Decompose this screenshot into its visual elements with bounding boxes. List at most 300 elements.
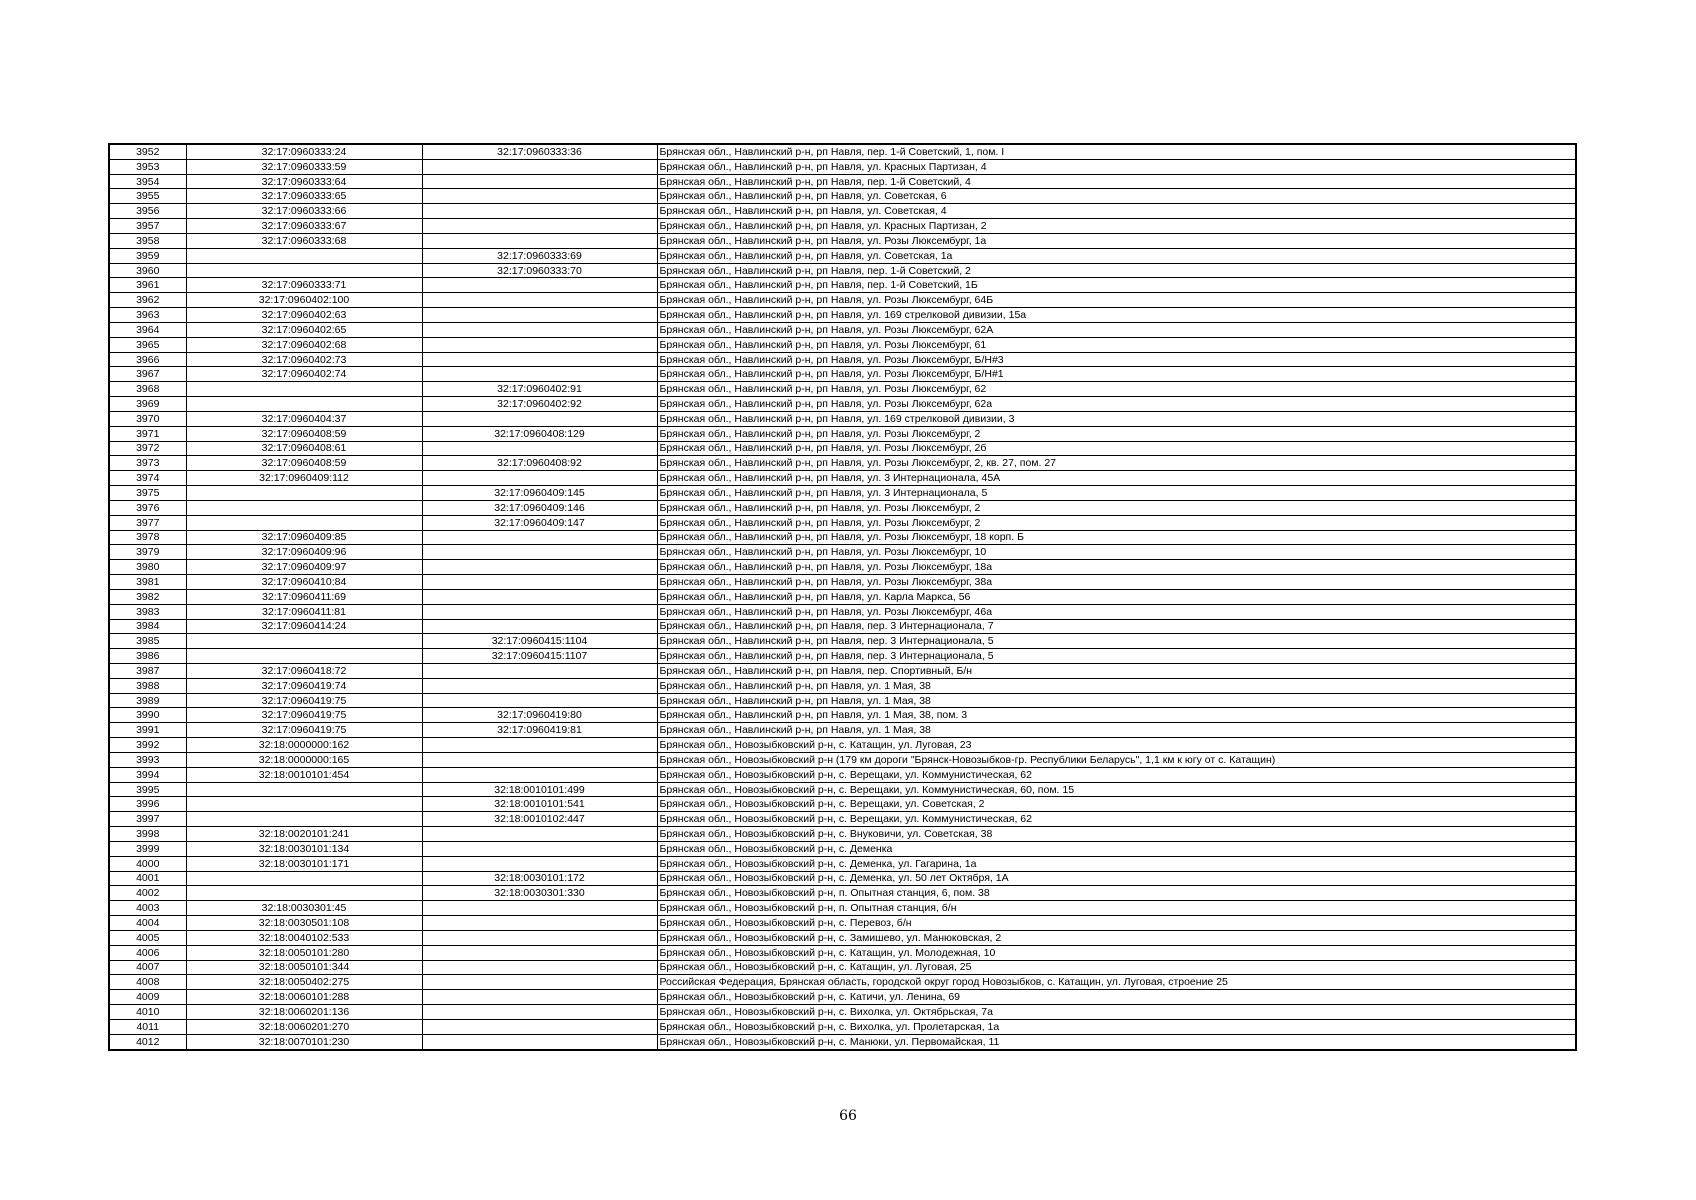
cell-related-cadastral-number: 32:17:0960408:129 [422, 426, 657, 441]
cell-row-number: 3993 [109, 752, 186, 767]
table-row [109, 663, 1576, 678]
table-row [109, 634, 1576, 649]
cell-row-number: 3956 [109, 204, 186, 219]
cell-address: Брянская обл., Навлинский р-н, рп Навля, ул. 1 Мая, 38 [657, 678, 1576, 693]
cell-related-cadastral-number [422, 901, 657, 916]
cell-related-cadastral-number [422, 560, 657, 575]
table-row [109, 456, 1576, 471]
cell-row-number: 3989 [109, 693, 186, 708]
cell-cadastral-number [186, 397, 422, 412]
table-row [109, 649, 1576, 664]
table-row [109, 322, 1576, 337]
table-row [109, 248, 1576, 263]
table-row [109, 426, 1576, 441]
cell-cadastral-number: 32:17:0960402:65 [186, 322, 422, 337]
cell-row-number: 4002 [109, 886, 186, 901]
cell-related-cadastral-number: 32:17:0960409:145 [422, 486, 657, 501]
cell-related-cadastral-number [422, 916, 657, 931]
cell-cadastral-number: 32:17:0960411:69 [186, 589, 422, 604]
cell-related-cadastral-number [422, 322, 657, 337]
cell-related-cadastral-number [422, 159, 657, 174]
cell-address: Российская Федерация, Брянская область, городской округ город Новозыбков, с. Катащин, ул. Луговая, строение 25 [657, 975, 1576, 990]
cell-cadastral-number: 32:18:0000000:162 [186, 738, 422, 753]
registry-table-body [109, 144, 1576, 1050]
cell-row-number: 3968 [109, 382, 186, 397]
cell-row-number: 3992 [109, 738, 186, 753]
table-row [109, 886, 1576, 901]
cell-cadastral-number: 32:17:0960408:59 [186, 456, 422, 471]
cell-row-number: 3987 [109, 663, 186, 678]
table-row [109, 545, 1576, 560]
cell-cadastral-number: 32:17:0960333:67 [186, 219, 422, 234]
cell-related-cadastral-number [422, 219, 657, 234]
cell-related-cadastral-number [422, 856, 657, 871]
cell-cadastral-number: 32:17:0960409:112 [186, 471, 422, 486]
cell-related-cadastral-number [422, 604, 657, 619]
cell-row-number: 3978 [109, 530, 186, 545]
cell-address: Брянская обл., Навлинский р-н, рп Навля, ул. 3 Интернационала, 5 [657, 486, 1576, 501]
table-row [109, 500, 1576, 515]
cell-address: Брянская обл., Навлинский р-н, рп Навля, ул. 169 стрелковой дивизии, 3 [657, 411, 1576, 426]
cell-address: Брянская обл., Навлинский р-н, рп Навля, ул. Розы Люксембург, 38а [657, 575, 1576, 590]
cell-cadastral-number: 32:17:0960402:73 [186, 352, 422, 367]
cell-address: Брянская обл., Навлинский р-н, рп Навля, пер. Спортивный, Б/н [657, 663, 1576, 678]
cell-address: Брянская обл., Новозыбковский р-н, с. Катащин, ул. Луговая, 23 [657, 738, 1576, 753]
cell-cadastral-number [186, 886, 422, 901]
cell-related-cadastral-number [422, 352, 657, 367]
cell-cadastral-number [186, 812, 422, 827]
cell-cadastral-number: 32:17:0960409:96 [186, 545, 422, 560]
cell-address: Брянская обл., Навлинский р-н, рп Навля, ул. Розы Люксембург, 18 корп. Б [657, 530, 1576, 545]
cell-cadastral-number: 32:17:0960414:24 [186, 619, 422, 634]
cell-address: Брянская обл., Новозыбковский р-н, с. Верещаки, ул. Советская, 2 [657, 797, 1576, 812]
cell-address: Брянская обл., Навлинский р-н, рп Навля, пер. 1-й Советский, 4 [657, 174, 1576, 189]
cell-cadastral-number: 32:18:0010101:454 [186, 767, 422, 782]
cell-address: Брянская обл., Новозыбковский р-н (179 км дороги "Брянск-Новозыбков-гр. Республики Беларусь", 1,1 км к югу от с. Катащин) [657, 752, 1576, 767]
table-row [109, 990, 1576, 1005]
table-row [109, 1019, 1576, 1034]
cell-cadastral-number: 32:18:0060101:288 [186, 990, 422, 1005]
table-row [109, 841, 1576, 856]
cell-row-number: 4011 [109, 1019, 186, 1034]
cell-related-cadastral-number [422, 293, 657, 308]
cell-address: Брянская обл., Навлинский р-н, рп Навля, ул. 1 Мая, 38, пом. 3 [657, 708, 1576, 723]
cell-cadastral-number [186, 634, 422, 649]
cell-row-number: 3990 [109, 708, 186, 723]
cell-row-number: 3982 [109, 589, 186, 604]
cell-row-number: 3999 [109, 841, 186, 856]
cell-related-cadastral-number: 32:17:0960333:69 [422, 248, 657, 263]
cell-related-cadastral-number [422, 337, 657, 352]
table-row [109, 901, 1576, 916]
cell-cadastral-number: 32:17:0960418:72 [186, 663, 422, 678]
cell-row-number: 3983 [109, 604, 186, 619]
table-row [109, 382, 1576, 397]
cell-address: Брянская обл., Новозыбковский р-н, с. Перевоз, б/н [657, 916, 1576, 931]
table-row [109, 441, 1576, 456]
cell-related-cadastral-number: 32:18:0010102:447 [422, 812, 657, 827]
table-row [109, 337, 1576, 352]
cell-row-number: 3963 [109, 308, 186, 323]
cell-row-number: 3977 [109, 515, 186, 530]
cell-related-cadastral-number [422, 204, 657, 219]
cell-cadastral-number: 32:17:0960419:75 [186, 708, 422, 723]
cell-related-cadastral-number [422, 545, 657, 560]
cell-address: Брянская обл., Новозыбковский р-н, п. Опытная станция, 6, пом. 38 [657, 886, 1576, 901]
registry-table [108, 143, 1577, 1051]
table-row [109, 589, 1576, 604]
cell-related-cadastral-number [422, 1034, 657, 1049]
cell-related-cadastral-number [422, 411, 657, 426]
table-row [109, 278, 1576, 293]
cell-row-number: 4005 [109, 930, 186, 945]
cell-cadastral-number: 32:18:0030301:45 [186, 901, 422, 916]
table-row [109, 367, 1576, 382]
table-row [109, 397, 1576, 412]
cell-row-number: 4004 [109, 916, 186, 931]
cell-cadastral-number: 32:17:0960402:68 [186, 337, 422, 352]
cell-related-cadastral-number: 32:17:0960408:92 [422, 456, 657, 471]
table-row [109, 219, 1576, 234]
cell-related-cadastral-number: 32:17:0960402:92 [422, 397, 657, 412]
cell-cadastral-number [186, 486, 422, 501]
cell-row-number: 3973 [109, 456, 186, 471]
cell-row-number: 3965 [109, 337, 186, 352]
cell-related-cadastral-number [422, 693, 657, 708]
cell-cadastral-number: 32:17:0960419:75 [186, 723, 422, 738]
cell-cadastral-number: 32:18:0030101:134 [186, 841, 422, 856]
cell-address: Брянская обл., Новозыбковский р-н, с. Вихолка, ул. Пролетарская, 1а [657, 1019, 1576, 1034]
cell-row-number: 4007 [109, 960, 186, 975]
cell-cadastral-number: 32:18:0000000:165 [186, 752, 422, 767]
cell-row-number: 3986 [109, 649, 186, 664]
cell-related-cadastral-number: 32:17:0960409:147 [422, 515, 657, 530]
cell-related-cadastral-number [422, 841, 657, 856]
table-row [109, 604, 1576, 619]
table-row [109, 144, 1576, 159]
cell-row-number: 3985 [109, 634, 186, 649]
cell-related-cadastral-number [422, 767, 657, 782]
table-row [109, 174, 1576, 189]
cell-address: Брянская обл., Новозыбковский р-н, с. Верещаки, ул. Коммунистическая, 62 [657, 767, 1576, 782]
cell-cadastral-number: 32:17:0960333:65 [186, 189, 422, 204]
cell-address: Брянская обл., Навлинский р-н, рп Навля, ул. Розы Люксембург, Б/Н#1 [657, 367, 1576, 382]
cell-address: Брянская обл., Навлинский р-н, рп Навля, пер. 3 Интернационала, 5 [657, 634, 1576, 649]
cell-row-number: 4012 [109, 1034, 186, 1049]
cell-row-number: 4009 [109, 990, 186, 1005]
table-row [109, 471, 1576, 486]
table-row [109, 352, 1576, 367]
cell-cadastral-number: 32:17:0960411:81 [186, 604, 422, 619]
table-row [109, 752, 1576, 767]
cell-address: Брянская обл., Навлинский р-н, рп Навля, ул. Розы Люксембург, 2, кв. 27, пом. 27 [657, 456, 1576, 471]
cell-address: Брянская обл., Навлинский р-н, рп Навля, ул. Карла Маркса, 56 [657, 589, 1576, 604]
cell-related-cadastral-number [422, 945, 657, 960]
cell-row-number: 3967 [109, 367, 186, 382]
cell-address: Брянская обл., Навлинский р-н, рп Навля, ул. Розы Люксембург, 62А [657, 322, 1576, 337]
cell-cadastral-number: 32:17:0960333:68 [186, 233, 422, 248]
table-row [109, 515, 1576, 530]
table-row [109, 916, 1576, 931]
table-row [109, 1034, 1576, 1049]
cell-related-cadastral-number [422, 960, 657, 975]
cell-address: Брянская обл., Новозыбковский р-н, с. Катащин, ул. Луговая, 25 [657, 960, 1576, 975]
cell-address: Брянская обл., Новозыбковский р-н, с. Верещаки, ул. Коммунистическая, 62 [657, 812, 1576, 827]
table-row [109, 233, 1576, 248]
cell-row-number: 3964 [109, 322, 186, 337]
cell-related-cadastral-number: 32:17:0960333:36 [422, 144, 657, 159]
cell-address: Брянская обл., Новозыбковский р-н, п. Опытная станция, б/н [657, 901, 1576, 916]
cell-address: Брянская обл., Навлинский р-н, рп Навля, ул. Розы Люксембург, 46а [657, 604, 1576, 619]
cell-related-cadastral-number [422, 990, 657, 1005]
cell-address: Брянская обл., Навлинский р-н, рп Навля, ул. Розы Люксембург, 2б [657, 441, 1576, 456]
cell-related-cadastral-number [422, 441, 657, 456]
table-row [109, 975, 1576, 990]
table-row [109, 738, 1576, 753]
cell-address: Брянская обл., Новозыбковский р-н, с. Деменка, ул. Гагарина, 1а [657, 856, 1576, 871]
cell-cadastral-number: 32:18:0060201:270 [186, 1019, 422, 1034]
table-row [109, 678, 1576, 693]
cell-cadastral-number: 32:17:0960419:74 [186, 678, 422, 693]
cell-related-cadastral-number [422, 189, 657, 204]
cell-related-cadastral-number [422, 367, 657, 382]
cell-related-cadastral-number [422, 530, 657, 545]
cell-related-cadastral-number [422, 174, 657, 189]
cell-cadastral-number: 32:17:0960333:71 [186, 278, 422, 293]
cell-related-cadastral-number: 32:18:0010101:541 [422, 797, 657, 812]
cell-related-cadastral-number: 32:17:0960409:146 [422, 500, 657, 515]
cell-row-number: 4010 [109, 1005, 186, 1020]
cell-address: Брянская обл., Навлинский р-н, рп Навля, ул. Красных Партизан, 4 [657, 159, 1576, 174]
table-row [109, 945, 1576, 960]
cell-related-cadastral-number: 32:18:0030101:172 [422, 871, 657, 886]
cell-related-cadastral-number [422, 589, 657, 604]
cell-address: Брянская обл., Новозыбковский р-н, с. Внуковичи, ул. Советская, 38 [657, 827, 1576, 842]
cell-address: Брянская обл., Навлинский р-н, рп Навля, ул. Розы Люксембург, 18а [657, 560, 1576, 575]
cell-address: Брянская обл., Навлинский р-н, рп Навля, пер. 1-й Советский, 1, пом. I [657, 144, 1576, 159]
cell-address: Брянская обл., Новозыбковский р-н, с. Деменка, ул. 50 лет Октября, 1А [657, 871, 1576, 886]
cell-row-number: 4008 [109, 975, 186, 990]
table-row [109, 560, 1576, 575]
cell-address: Брянская обл., Навлинский р-н, рп Навля, ул. Красных Партизан, 2 [657, 219, 1576, 234]
cell-cadastral-number: 32:17:0960408:59 [186, 426, 422, 441]
cell-related-cadastral-number: 32:17:0960415:1107 [422, 649, 657, 664]
cell-address: Брянская обл., Навлинский р-н, рп Навля, ул. Советская, 6 [657, 189, 1576, 204]
cell-cadastral-number: 32:17:0960333:59 [186, 159, 422, 174]
cell-related-cadastral-number: 32:18:0010101:499 [422, 782, 657, 797]
cell-address: Брянская обл., Навлинский р-н, рп Навля, ул. Розы Люксембург, 10 [657, 545, 1576, 560]
cell-address: Брянская обл., Новозыбковский р-н, с. Катащин, ул. Молодежная, 10 [657, 945, 1576, 960]
table-row [109, 782, 1576, 797]
cell-row-number: 3994 [109, 767, 186, 782]
cell-row-number: 3955 [109, 189, 186, 204]
cell-row-number: 3952 [109, 144, 186, 159]
cell-cadastral-number: 32:18:0050101:280 [186, 945, 422, 960]
cell-row-number: 3960 [109, 263, 186, 278]
table-row [109, 575, 1576, 590]
cell-row-number: 3991 [109, 723, 186, 738]
cell-row-number: 3969 [109, 397, 186, 412]
cell-related-cadastral-number [422, 663, 657, 678]
cell-cadastral-number: 32:17:0960333:64 [186, 174, 422, 189]
page-number: 66 [839, 1108, 857, 1124]
table-row [109, 411, 1576, 426]
cell-address: Брянская обл., Навлинский р-н, рп Навля, ул. Розы Люксембург, 61 [657, 337, 1576, 352]
cell-address: Брянская обл., Навлинский р-н, рп Навля, ул. Розы Люксембург, 62а [657, 397, 1576, 412]
cell-cadastral-number: 32:17:0960402:74 [186, 367, 422, 382]
cell-row-number: 3979 [109, 545, 186, 560]
cell-row-number: 3953 [109, 159, 186, 174]
cell-related-cadastral-number: 32:17:0960419:81 [422, 723, 657, 738]
cell-row-number: 3981 [109, 575, 186, 590]
cell-address: Брянская обл., Новозыбковский р-н, с. Деменка [657, 841, 1576, 856]
cell-related-cadastral-number: 32:17:0960419:80 [422, 708, 657, 723]
table-row [109, 619, 1576, 634]
cell-address: Брянская обл., Навлинский р-н, рп Навля, ул. Розы Люксембург, 2 [657, 426, 1576, 441]
cell-related-cadastral-number [422, 575, 657, 590]
table-row [109, 693, 1576, 708]
cell-row-number: 3971 [109, 426, 186, 441]
cell-related-cadastral-number: 32:17:0960415:1104 [422, 634, 657, 649]
table-row [109, 708, 1576, 723]
cell-row-number: 3962 [109, 293, 186, 308]
cell-row-number: 3972 [109, 441, 186, 456]
cell-related-cadastral-number [422, 308, 657, 323]
cell-related-cadastral-number [422, 827, 657, 842]
cell-address: Брянская обл., Навлинский р-н, рп Навля, пер. 1-й Советский, 1Б [657, 278, 1576, 293]
cell-address: Брянская обл., Навлинский р-н, рп Навля, пер. 1-й Советский, 2 [657, 263, 1576, 278]
cell-address: Брянская обл., Навлинский р-н, рп Навля, ул. Розы Люксембург, 62 [657, 382, 1576, 397]
table-row [109, 827, 1576, 842]
cell-address: Брянская обл., Навлинский р-н, рп Навля, пер. 3 Интернационала, 7 [657, 619, 1576, 634]
cell-row-number: 3959 [109, 248, 186, 263]
cell-related-cadastral-number [422, 975, 657, 990]
table-row [109, 530, 1576, 545]
cell-cadastral-number: 32:18:0070101:230 [186, 1034, 422, 1049]
cell-cadastral-number: 32:17:0960410:84 [186, 575, 422, 590]
cell-cadastral-number: 32:17:0960419:75 [186, 693, 422, 708]
cell-cadastral-number: 32:18:0020101:241 [186, 827, 422, 842]
cell-cadastral-number [186, 797, 422, 812]
cell-cadastral-number: 32:17:0960409:85 [186, 530, 422, 545]
cell-row-number: 4003 [109, 901, 186, 916]
cell-cadastral-number: 32:18:0050402:275 [186, 975, 422, 990]
cell-address: Брянская обл., Навлинский р-н, рп Навля, ул. Советская, 4 [657, 204, 1576, 219]
cell-row-number: 3980 [109, 560, 186, 575]
cell-address: Брянская обл., Навлинский р-н, рп Навля, ул. Розы Люксембург, 2 [657, 500, 1576, 515]
cell-row-number: 3970 [109, 411, 186, 426]
cell-related-cadastral-number [422, 752, 657, 767]
cell-address: Брянская обл., Навлинский р-н, рп Навля, ул. 169 стрелковой дивизии, 15а [657, 308, 1576, 323]
cell-related-cadastral-number [422, 233, 657, 248]
table-row [109, 767, 1576, 782]
cell-cadastral-number: 32:17:0960333:24 [186, 144, 422, 159]
cell-row-number: 3974 [109, 471, 186, 486]
cell-related-cadastral-number [422, 619, 657, 634]
cell-related-cadastral-number [422, 471, 657, 486]
cell-row-number: 3996 [109, 797, 186, 812]
cell-cadastral-number: 32:17:0960409:97 [186, 560, 422, 575]
table-row [109, 159, 1576, 174]
cell-row-number: 3954 [109, 174, 186, 189]
cell-address: Брянская обл., Навлинский р-н, рп Навля, ул. 1 Мая, 38 [657, 723, 1576, 738]
cell-address: Брянская обл., Новозыбковский р-н, с. Катичи, ул. Ленина, 69 [657, 990, 1576, 1005]
cell-related-cadastral-number [422, 278, 657, 293]
cell-cadastral-number: 32:17:0960333:66 [186, 204, 422, 219]
cell-cadastral-number: 32:17:0960404:37 [186, 411, 422, 426]
table-row [109, 960, 1576, 975]
table-row [109, 812, 1576, 827]
cell-cadastral-number [186, 649, 422, 664]
cell-row-number: 3998 [109, 827, 186, 842]
cell-row-number: 4001 [109, 871, 186, 886]
cell-cadastral-number: 32:17:0960402:100 [186, 293, 422, 308]
table-row [109, 486, 1576, 501]
cell-row-number: 3984 [109, 619, 186, 634]
cell-related-cadastral-number: 32:17:0960402:91 [422, 382, 657, 397]
cell-cadastral-number [186, 500, 422, 515]
cell-address: Брянская обл., Навлинский р-н, рп Навля, ул. Розы Люксембург, 1а [657, 233, 1576, 248]
table-row [109, 871, 1576, 886]
cell-address: Брянская обл., Новозыбковский р-н, с. Верещаки, ул. Коммунистическая, 60, пом. 15 [657, 782, 1576, 797]
cell-cadastral-number [186, 382, 422, 397]
table-row [109, 189, 1576, 204]
cell-row-number: 3957 [109, 219, 186, 234]
cell-cadastral-number: 32:18:0060201:136 [186, 1005, 422, 1020]
cell-row-number: 3966 [109, 352, 186, 367]
cell-address: Брянская обл., Навлинский р-н, рп Навля, ул. Советская, 1а [657, 248, 1576, 263]
table-row [109, 1005, 1576, 1020]
cell-cadastral-number: 32:17:0960408:61 [186, 441, 422, 456]
cell-row-number: 4000 [109, 856, 186, 871]
cell-related-cadastral-number [422, 930, 657, 945]
cell-cadastral-number [186, 515, 422, 530]
cell-address: Брянская обл., Навлинский р-н, рп Навля, пер. 3 Интернационала, 5 [657, 649, 1576, 664]
table-row [109, 308, 1576, 323]
cell-cadastral-number [186, 782, 422, 797]
table-row [109, 797, 1576, 812]
cell-related-cadastral-number: 32:17:0960333:70 [422, 263, 657, 278]
cell-related-cadastral-number [422, 1019, 657, 1034]
cell-row-number: 3961 [109, 278, 186, 293]
cell-address: Брянская обл., Новозыбковский р-н, с. Манюки, ул. Первомайская, 11 [657, 1034, 1576, 1049]
cell-cadastral-number [186, 263, 422, 278]
table-row [109, 723, 1576, 738]
cell-related-cadastral-number [422, 738, 657, 753]
cell-row-number: 3958 [109, 233, 186, 248]
cell-address: Брянская обл., Навлинский р-н, рп Навля, ул. 1 Мая, 38 [657, 693, 1576, 708]
cell-cadastral-number: 32:18:0050101:344 [186, 960, 422, 975]
cell-cadastral-number: 32:18:0030501:108 [186, 916, 422, 931]
table-row [109, 930, 1576, 945]
cell-row-number: 3995 [109, 782, 186, 797]
table-row [109, 204, 1576, 219]
cell-row-number: 3997 [109, 812, 186, 827]
cell-cadastral-number [186, 248, 422, 263]
cell-related-cadastral-number: 32:18:0030301:330 [422, 886, 657, 901]
table-row [109, 293, 1576, 308]
cell-row-number: 3976 [109, 500, 186, 515]
cell-address: Брянская обл., Навлинский р-н, рп Навля, ул. Розы Люксембург, Б/Н#3 [657, 352, 1576, 367]
cell-address: Брянская обл., Навлинский р-н, рп Навля, ул. 3 Интернационала, 45А [657, 471, 1576, 486]
cell-cadastral-number [186, 871, 422, 886]
cell-address: Брянская обл., Новозыбковский р-н, с. Замишево, ул. Манюковская, 2 [657, 930, 1576, 945]
cell-related-cadastral-number [422, 1005, 657, 1020]
table-row [109, 856, 1576, 871]
cell-address: Брянская обл., Навлинский р-н, рп Навля, ул. Розы Люксембург, 2 [657, 515, 1576, 530]
cell-cadastral-number: 32:18:0030101:171 [186, 856, 422, 871]
cell-cadastral-number: 32:18:0040102:533 [186, 930, 422, 945]
